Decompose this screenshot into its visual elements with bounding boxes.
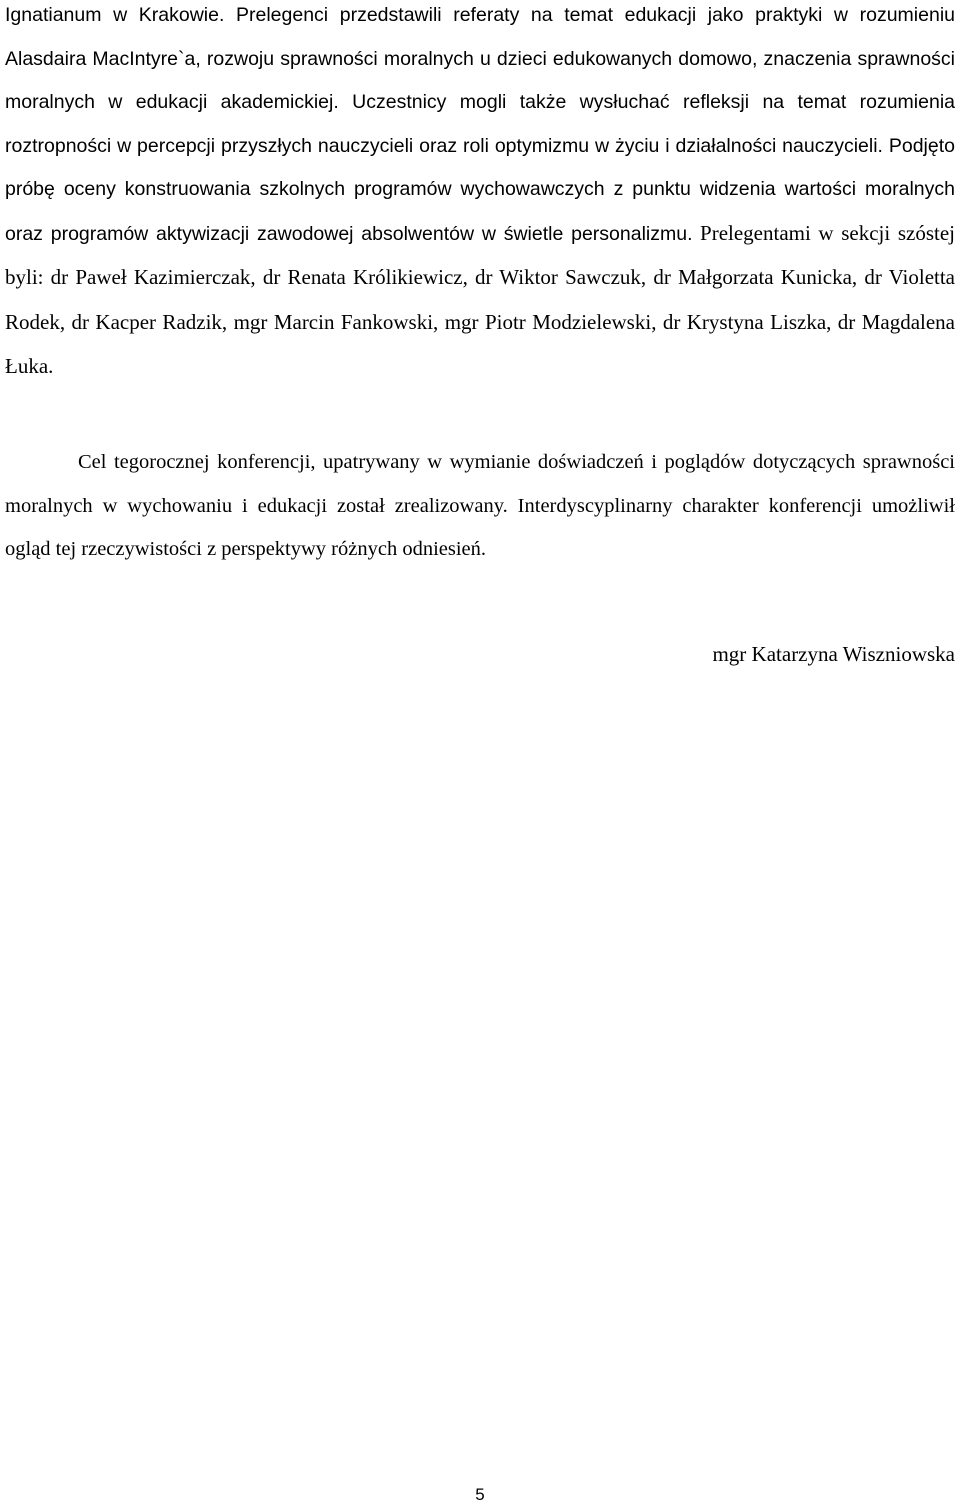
- page-number: 5: [475, 1485, 485, 1504]
- author-signature: mgr Katarzyna Wiszniowska: [712, 642, 955, 666]
- paragraph-1-sans-segment: Ignatianum w Krakowie. Prelegenci przedstawili referaty na temat edukacji jako praktyki w rozumieniu Alasdaira MacIntyre`a, rozwoju sprawności moralnych u dzieci edukowanych domowo, znaczenia sprawności moralnych w edukacji akademickiej. Uczestnicy mogli także wysłuchać refleksji na temat rozumienia roztropności w percepcji przyszłych nauczycieli oraz roli optymizmu w życiu i działalności nauczycieli. Podjęto próbę oceny konstruowania szkolnych programów wychowawczych z punktu widzenia wartości moralnych oraz programów aktywizacji zawodowej absolwentów w świetle personalizmu.: [5, 4, 955, 245]
- body-paragraph-2: Cel tegorocznej konferencji, upatrywany w wymianie doświadczeń i poglądów dotyczących sprawności moralnych w wychowaniu i edukacji został zrealizowany. Interdyscyplinarny charakter konferencji umożliwił ogląd tej rzeczywistości z perspektywy różnych odniesień.: [5, 451, 955, 560]
- paragraph-1-serif-segment: Prelegentami w sekcji szóstej byli: dr Paweł Kazimierczak, dr Renata Królikiewicz, dr Wiktor Sawczuk, dr Małgorzata Kunicka, dr Violetta Rodek, dr Kacper Radzik, mgr Marcin Fankowski, mgr Piotr Modzielewski, dr Krystyna Liszka, dr Magdalena Łuka.: [5, 220, 955, 378]
- body-paragraph-1: [5, 0, 955, 390]
